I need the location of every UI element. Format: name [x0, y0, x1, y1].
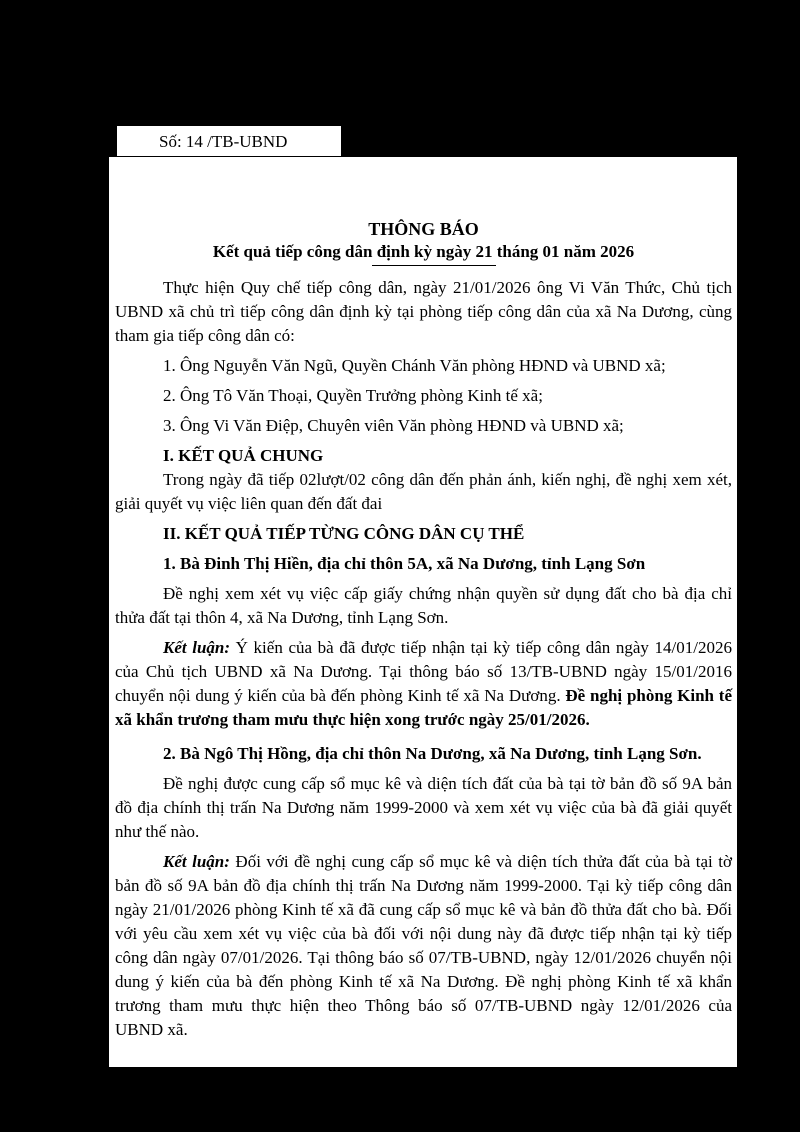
case-1-conclusion-bold: Đề nghị phòng Kinh tế xã khẩn trương tham mưu thực hiện xong trước ngày 25/01/2026. [115, 686, 732, 729]
case-1-conclusion-label: Kết luận: [163, 638, 231, 657]
document-number-box [117, 126, 341, 156]
participant-1: 1. Ông Nguyễn Văn Ngũ, Quyền Chánh Văn phòng HĐND và UBND xã; [163, 356, 666, 375]
case-2-conclusion [115, 850, 732, 1042]
participant-3: 3. Ông Vi Văn Điệp, Chuyên viên Văn phòng HĐND và UBND xã; [163, 416, 624, 435]
document-subtitle: Kết quả tiếp công dân định kỳ ngày 21 tháng 01 năm 2026 [212, 242, 635, 261]
document-number: Số: 14 /TB-UBND [159, 132, 288, 151]
scan-border [67, 553, 109, 1068]
case-1-conclusion [115, 636, 732, 732]
case-2-conclusion-label: Kết luận: [163, 852, 230, 871]
section-2-heading: II. KẾT QUẢ TIẾP TỪNG CÔNG DÂN CỤ THỂ [163, 524, 525, 543]
participant-2: 2. Ông Tô Văn Thoại, Quyền Trưởng phòng Kinh tế xã; [163, 386, 543, 405]
intro-paragraph: Thực hiện Quy chế tiếp công dân, ngày 21/01/2026 ông Vi Văn Thức, Chủ tịch UBND xã chủ trì tiếp công dân định kỳ tại phòng tiếp công dân của xã Na Dương, cùng tham gia tiếp công dân có: [115, 278, 732, 345]
case-2-request: Đề nghị được cung cấp sổ mục kê và diện tích đất của bà tại tờ bản đồ số 9A bản đồ địa chính thị trấn Na Dương năm 1999-2000 và xem xét vụ việc của bà đã giải quyết như thế nào. [115, 774, 732, 841]
case-1-request: Đề nghị xem xét vụ việc cấp giấy chứng nhận quyền sử dụng đất cho bà địa chỉ thửa đất tại thôn 4, xã Na Dương, tỉnh Lạng Sơn. [115, 584, 732, 627]
case-1-conclusion-text: Ý kiến của bà đã được tiếp nhận tại kỳ tiếp công dân ngày 14/01/2026 của Chủ tịch UBND xã Na Dương. Tại thông báo số 13/TB-UBND ngày 15/01/2016 chuyển nội dung ý kiến của bà đến phòng Kinh tế xã Na Dương. [115, 638, 732, 705]
case-1-heading: 1. Bà Đinh Thị Hiền, địa chỉ thôn 5A, xã Na Dương, tỉnh Lạng Sơn [163, 554, 646, 573]
document-body [115, 157, 732, 1042]
subtitle-underline [372, 265, 496, 266]
case-2-conclusion-text: Đối với đề nghị cung cấp sổ mục kê và diện tích thửa đất của bà tại tờ bản đồ số 9A bản đồ địa chính thị trấn Na Dương năm 1999-2000. Tại kỳ tiếp công dân ngày 21/01/2026 phòng Kinh tế xã đã cung cấp sổ mục kê và bản đồ thửa đất cho bà. Đối với yêu cầu xem xét vụ việc của bà đối với nội dung này đã được tiếp nhận tại kỳ tiếp công dân ngày 07/01/2026. Tại thông báo số 07/TB-UBND, ngày 12/01/2026 chuyển nội dung ý kiến của bà đến phòng Kinh tế xã Na Dương. Đề nghị phòng Kinh tế xã khẩn trương tham mưu thực hiện theo Thông báo số 07/TB-UBND ngày 12/01/2026 của UBND xã. [115, 852, 732, 1039]
case-2-heading: 2. Bà Ngô Thị Hồng, địa chỉ thôn Na Dương, xã Na Dương, tỉnh Lạng Sơn. [163, 744, 702, 763]
document-title: THÔNG BÁO [368, 219, 479, 239]
section-1-text: Trong ngày đã tiếp 02lượt/02 công dân đến phản ánh, kiến nghị, đề nghị xem xét, giải quyết vụ việc liên quan đến đất đai [115, 470, 732, 513]
section-1-heading: I. KẾT QUẢ CHUNG [163, 446, 324, 465]
